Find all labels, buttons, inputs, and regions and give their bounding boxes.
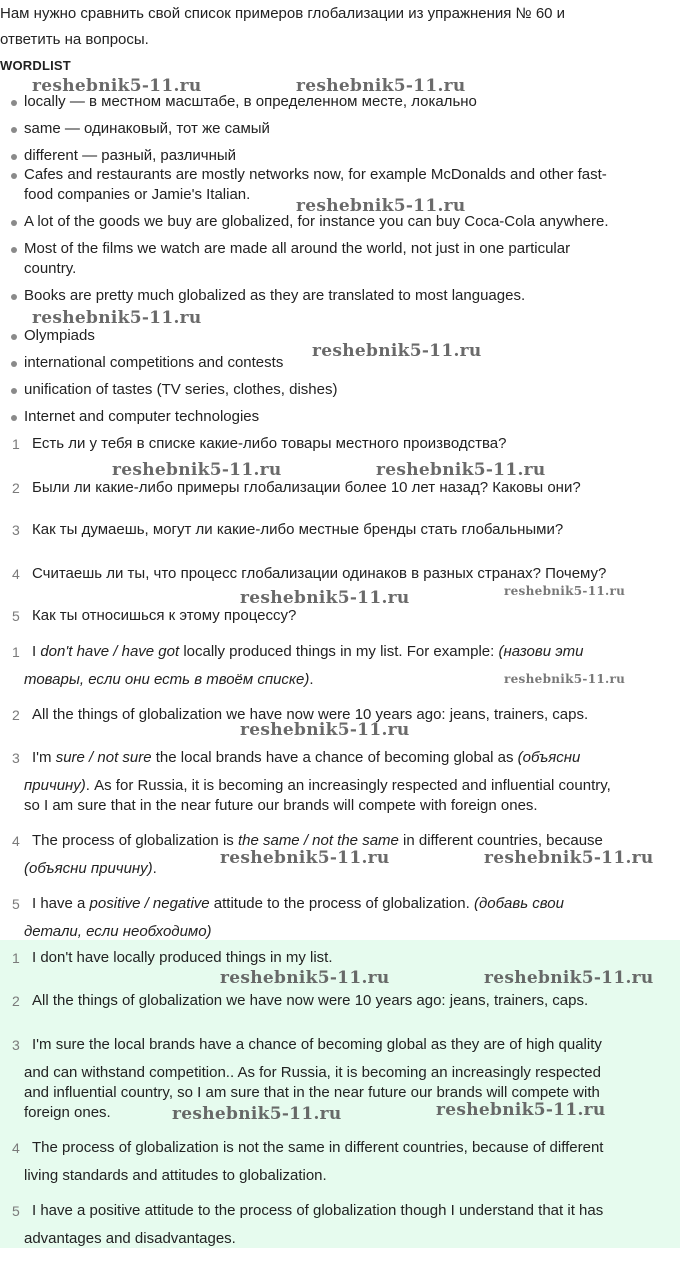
bullet-icon <box>11 361 17 367</box>
watermark: reshebnik5-11.ru <box>112 460 282 480</box>
question-number: 2 <box>12 480 20 496</box>
bullet-icon <box>11 173 17 179</box>
list-item: Internet and computer technologies <box>24 408 260 425</box>
watermark: reshebnik5-11.ru <box>376 460 546 480</box>
watermark: reshebnik5-11.ru <box>484 968 654 988</box>
watermark: reshebnik5-11.ru <box>296 196 466 216</box>
answer-number: 5 <box>12 1203 20 1219</box>
answer-text: I have a positive attitude to the process of globalization though I understand that it has <box>32 1202 604 1219</box>
template-5-line-1: I have a positive / negative attitude to the process of globalization. (добавь свои <box>32 895 564 912</box>
answer-text-cont: advantages and disadvantages. <box>24 1230 236 1247</box>
list-item: Cafes and restaurants are mostly networks now, for example McDonalds and other fast- <box>24 166 607 183</box>
question-text: Как ты относишься к этому процессу? <box>32 607 297 624</box>
watermark: reshebnik5-11.ru <box>220 848 390 868</box>
list-item: Olympiads <box>24 327 95 344</box>
question-text: Есть ли у тебя в списке какие-либо товары местного производства? <box>32 435 507 452</box>
bullet-icon <box>11 294 17 300</box>
wordlist-title: WORDLIST <box>0 58 71 73</box>
template-number: 3 <box>12 750 20 766</box>
list-item: Books are pretty much globalized as they are translated to most languages. <box>24 287 526 304</box>
bullet-icon <box>11 415 17 421</box>
watermark: reshebnik5-11.ru <box>240 720 410 740</box>
template-4-line-2: (объясни причину). <box>24 860 157 877</box>
answer-number: 3 <box>12 1037 20 1053</box>
watermark: reshebnik5-11.ru <box>436 1100 606 1120</box>
answer-text-cont: and can withstand competition.. As for Russia, it is becoming an increasingly respected <box>24 1064 601 1081</box>
answer-number: 4 <box>12 1140 20 1156</box>
answer-number: 1 <box>12 950 20 966</box>
template-1-line-2: товары, если они есть в твоём списке). <box>24 671 314 688</box>
list-item: international competitions and contests <box>24 354 284 371</box>
answer-text: I'm sure the local brands have a chance of becoming global as they are of high quality <box>32 1036 602 1053</box>
watermark: reshebnik5-11.ru <box>172 1104 342 1124</box>
question-number: 3 <box>12 522 20 538</box>
template-2-line-1: All the things of globalization we have now were 10 years ago: jeans, trainers, caps. <box>32 706 589 723</box>
template-5-line-2: детали, если необходимо) <box>24 923 212 940</box>
list-item: unification of tastes (TV series, clothes, dishes) <box>24 381 338 398</box>
answer-text-cont: and influential country, so I am sure that in the near future our brands will compete with <box>24 1084 600 1101</box>
watermark: reshebnik5-11.ru <box>32 76 202 96</box>
list-item: same — одинаковый, тот же самый <box>24 120 270 137</box>
question-number: 4 <box>12 566 20 582</box>
answer-text-cont: living standards and attitudes to globalization. <box>24 1167 327 1184</box>
answer-number: 2 <box>12 993 20 1009</box>
answer-text: I don't have locally produced things in my list. <box>32 949 333 966</box>
bullet-icon <box>11 247 17 253</box>
question-number: 5 <box>12 608 20 624</box>
watermark: reshebnik5-11.ru <box>220 968 390 988</box>
answer-text-cont: foreign ones. <box>24 1104 111 1121</box>
list-item: locally — в местном масштабе, в определенном месте, локально <box>24 93 477 110</box>
intro-line-1: Нам нужно сравнить свой список примеров глобализации из упражнения № 60 и <box>0 5 566 22</box>
answer-text: The process of globalization is not the same in different countries, because of different <box>32 1139 604 1156</box>
template-number: 2 <box>12 707 20 723</box>
watermark: reshebnik5-11.ru <box>32 308 202 328</box>
template-number: 5 <box>12 896 20 912</box>
watermark: reshebnik5-11.ru <box>296 76 466 96</box>
question-number: 1 <box>12 436 20 452</box>
watermark: reshebnik5-11.ru <box>504 672 626 686</box>
list-item-cont: food companies or Jamie's Italian. <box>24 186 251 203</box>
list-item-cont: country. <box>24 260 77 277</box>
bullet-icon <box>11 388 17 394</box>
template-number: 4 <box>12 833 20 849</box>
template-number: 1 <box>12 644 20 660</box>
bullet-icon <box>11 220 17 226</box>
watermark: reshebnik5-11.ru <box>504 584 626 598</box>
list-item: different — разный, различный <box>24 147 237 164</box>
question-text: Как ты думаешь, могут ли какие-либо местные бренды стать глобальными? <box>32 521 564 538</box>
bullet-icon <box>11 100 17 106</box>
bullet-icon <box>11 154 17 160</box>
intro-line-2: ответить на вопросы. <box>0 31 149 48</box>
answer-text: All the things of globalization we have now were 10 years ago: jeans, trainers, caps. <box>32 992 589 1009</box>
question-text: Были ли какие-либо примеры глобализации более 10 лет назад? Каковы они? <box>32 479 581 496</box>
template-4-line-1: The process of globalization is the same / not the same in different countries, because <box>32 832 603 849</box>
list-item: A lot of the goods we buy are globalized, for instance you can buy Coca-Cola anywhere. <box>24 213 609 230</box>
question-text: Считаешь ли ты, что процесс глобализации одинаков в разных странах? Почему? <box>32 565 607 582</box>
bullet-icon <box>11 334 17 340</box>
template-1-line-1: I don't have / have got locally produced things in my list. For example: (назови эти <box>32 643 584 660</box>
watermark: reshebnik5-11.ru <box>484 848 654 868</box>
watermark: reshebnik5-11.ru <box>312 341 482 361</box>
bullet-icon <box>11 127 17 133</box>
template-3-line-3: so I am sure that in the near future our brands will compete with foreign ones. <box>24 797 538 814</box>
watermark: reshebnik5-11.ru <box>240 588 410 608</box>
template-3-line-1: I'm sure / not sure the local brands have a chance of becoming global as (объясни <box>32 749 581 766</box>
template-3-line-2: причину). As for Russia, it is becoming an increasingly respected and influential country, <box>24 777 611 794</box>
list-item: Most of the films we watch are made all around the world, not just in one particular <box>24 240 571 257</box>
